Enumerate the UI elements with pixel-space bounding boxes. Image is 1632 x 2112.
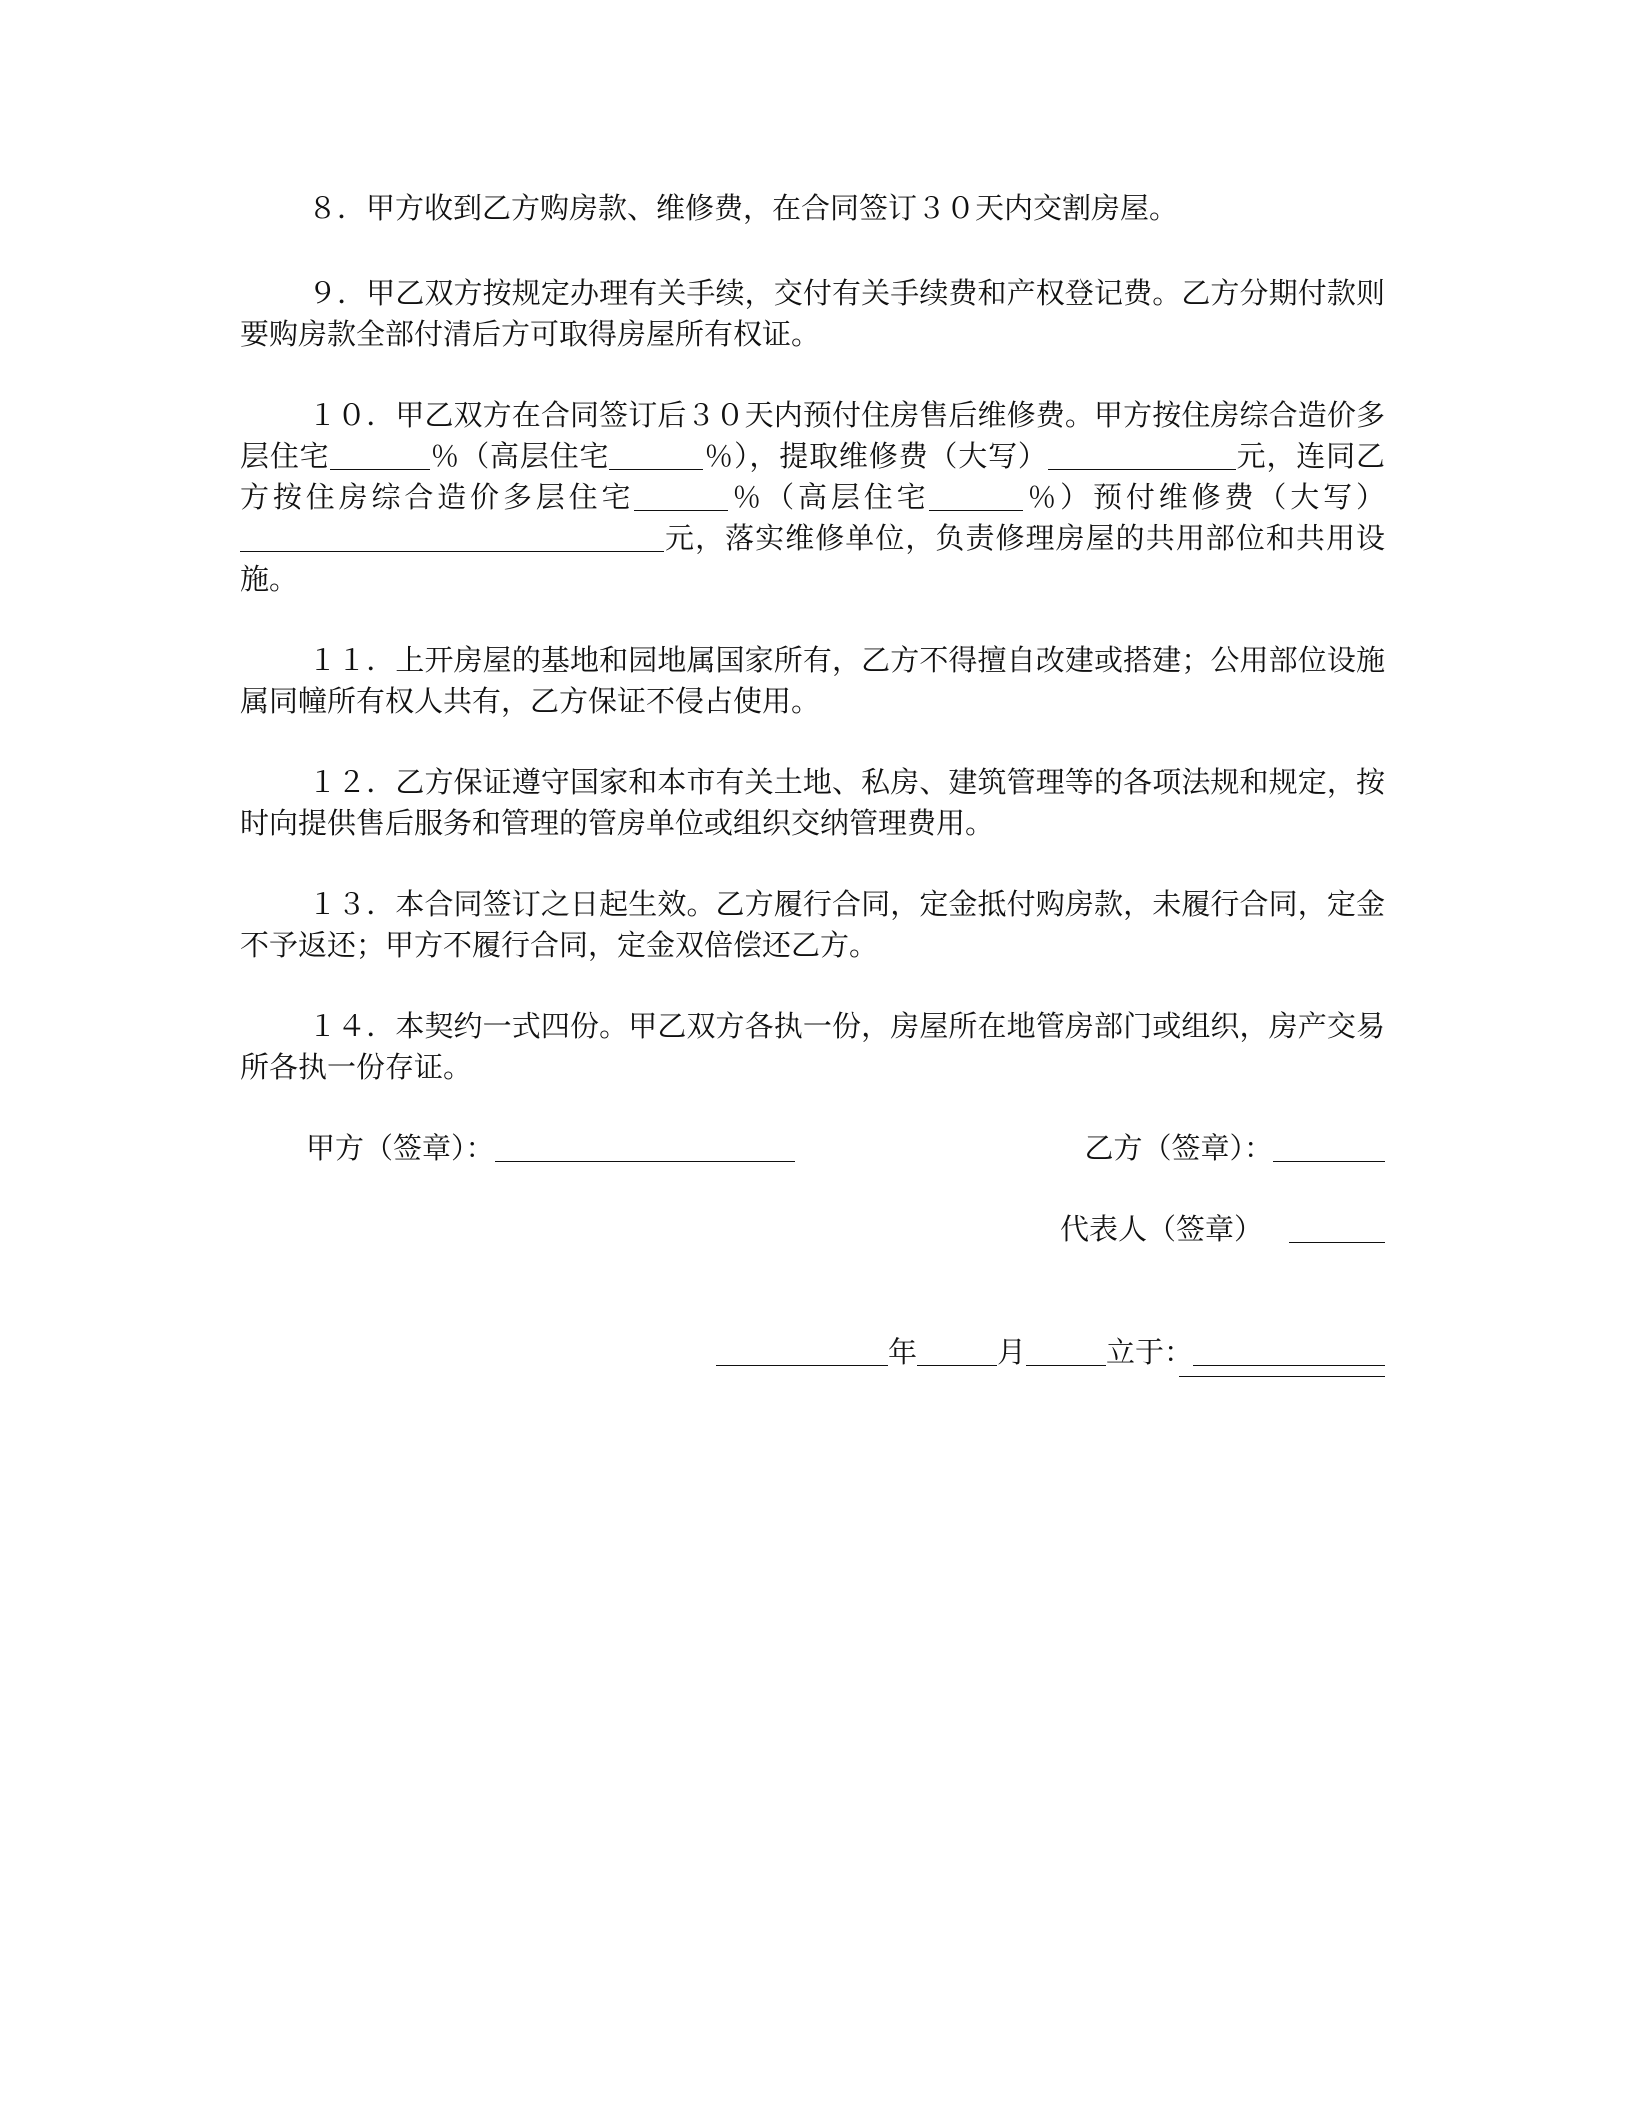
signed-at-field-continuation[interactable] — [1179, 1376, 1385, 1377]
party-a-signature — [306, 1128, 795, 1169]
representative-row — [240, 1209, 1385, 1250]
party-b-signature — [1084, 1128, 1385, 1169]
date-row — [240, 1332, 1385, 1373]
representative-signature-field[interactable] — [1289, 1212, 1385, 1243]
party-a-signature-field[interactable] — [495, 1131, 795, 1162]
clause-10-text-4: 元，连同乙方按住房综合造价多层住宅 — [240, 439, 1385, 514]
blank-highrise-percent-b[interactable] — [929, 480, 1023, 511]
clause-10-text-7: 元，落实维修单位，负责修理房屋的共用部位和共用设施。 — [240, 521, 1385, 596]
clause-10-text-2: ％（高层住宅 — [429, 439, 610, 473]
clause-12: １２．乙方保证遵守国家和本市有关土地、私房、建筑管理等的各项法规和规定，按时向提供售后服务和管理的管房单位或组织交纳管理费用。 — [240, 765, 1385, 840]
day-field[interactable] — [1026, 1335, 1106, 1366]
blank-multistory-percent-a[interactable] — [330, 439, 430, 470]
signature-row — [240, 1128, 1385, 1169]
party-b-label: 乙方（签章）： — [1084, 1131, 1273, 1165]
blank-highrise-percent-a[interactable] — [609, 439, 703, 470]
clause-10-text-3: ％），提取维修费（大写） — [703, 439, 1048, 473]
party-b-signature-field[interactable] — [1273, 1131, 1385, 1162]
month-label: 月 — [996, 1335, 1026, 1369]
contract-page — [240, 188, 1385, 1373]
clause-10-text-5: ％（高层住宅 — [728, 480, 930, 514]
blank-maintenance-fee-uppercase-a[interactable] — [1048, 439, 1236, 470]
year-field[interactable] — [716, 1335, 888, 1366]
clause-11: １１．上开房屋的基地和园地属国家所有，乙方不得擅自改建或搭建；公用部位设施属同幢所有权人共有，乙方保证不侵占使用。 — [240, 643, 1385, 718]
party-a-label: 甲方（签章）： — [306, 1131, 495, 1165]
clause-10-text-1: １０．甲乙双方在合同签订后３０天内预付住房售后维修费。甲方按住房综合造价多层住宅 — [240, 398, 1385, 473]
clause-13: １３．本合同签订之日起生效。乙方履行合同，定金抵付购房款，未履行合同，定金不予返还；甲方不履行合同，定金双倍偿还乙方。 — [240, 887, 1385, 962]
year-label: 年 — [887, 1335, 917, 1369]
clause-10 — [240, 395, 1385, 600]
month-field[interactable] — [917, 1335, 997, 1366]
clause-10-text-6: ％）预付维修费（大写） — [1023, 480, 1385, 514]
clause-8: ８．甲方收到乙方购房款、维修费，在合同签订３０天内交割房屋。 — [308, 191, 1179, 225]
clause-9: ９．甲乙双方按规定办理有关手续，交付有关手续费和产权登记费。乙方分期付款则要购房款全部付清后方可取得房屋所有权证。 — [240, 276, 1385, 351]
representative-label: 代表人（签章） — [1059, 1212, 1263, 1246]
blank-maintenance-fee-uppercase-b[interactable] — [240, 521, 664, 552]
clause-14: １４．本契约一式四份。甲乙双方各执一份，房屋所在地管房部门或组织，房产交易所各执一份存证。 — [240, 1009, 1385, 1084]
signed-at-field[interactable] — [1193, 1335, 1385, 1366]
representative-signature — [1060, 1209, 1385, 1250]
blank-multistory-percent-b[interactable] — [634, 480, 728, 511]
signed-at-label: 立于： — [1105, 1335, 1193, 1369]
date-line — [716, 1332, 1385, 1373]
